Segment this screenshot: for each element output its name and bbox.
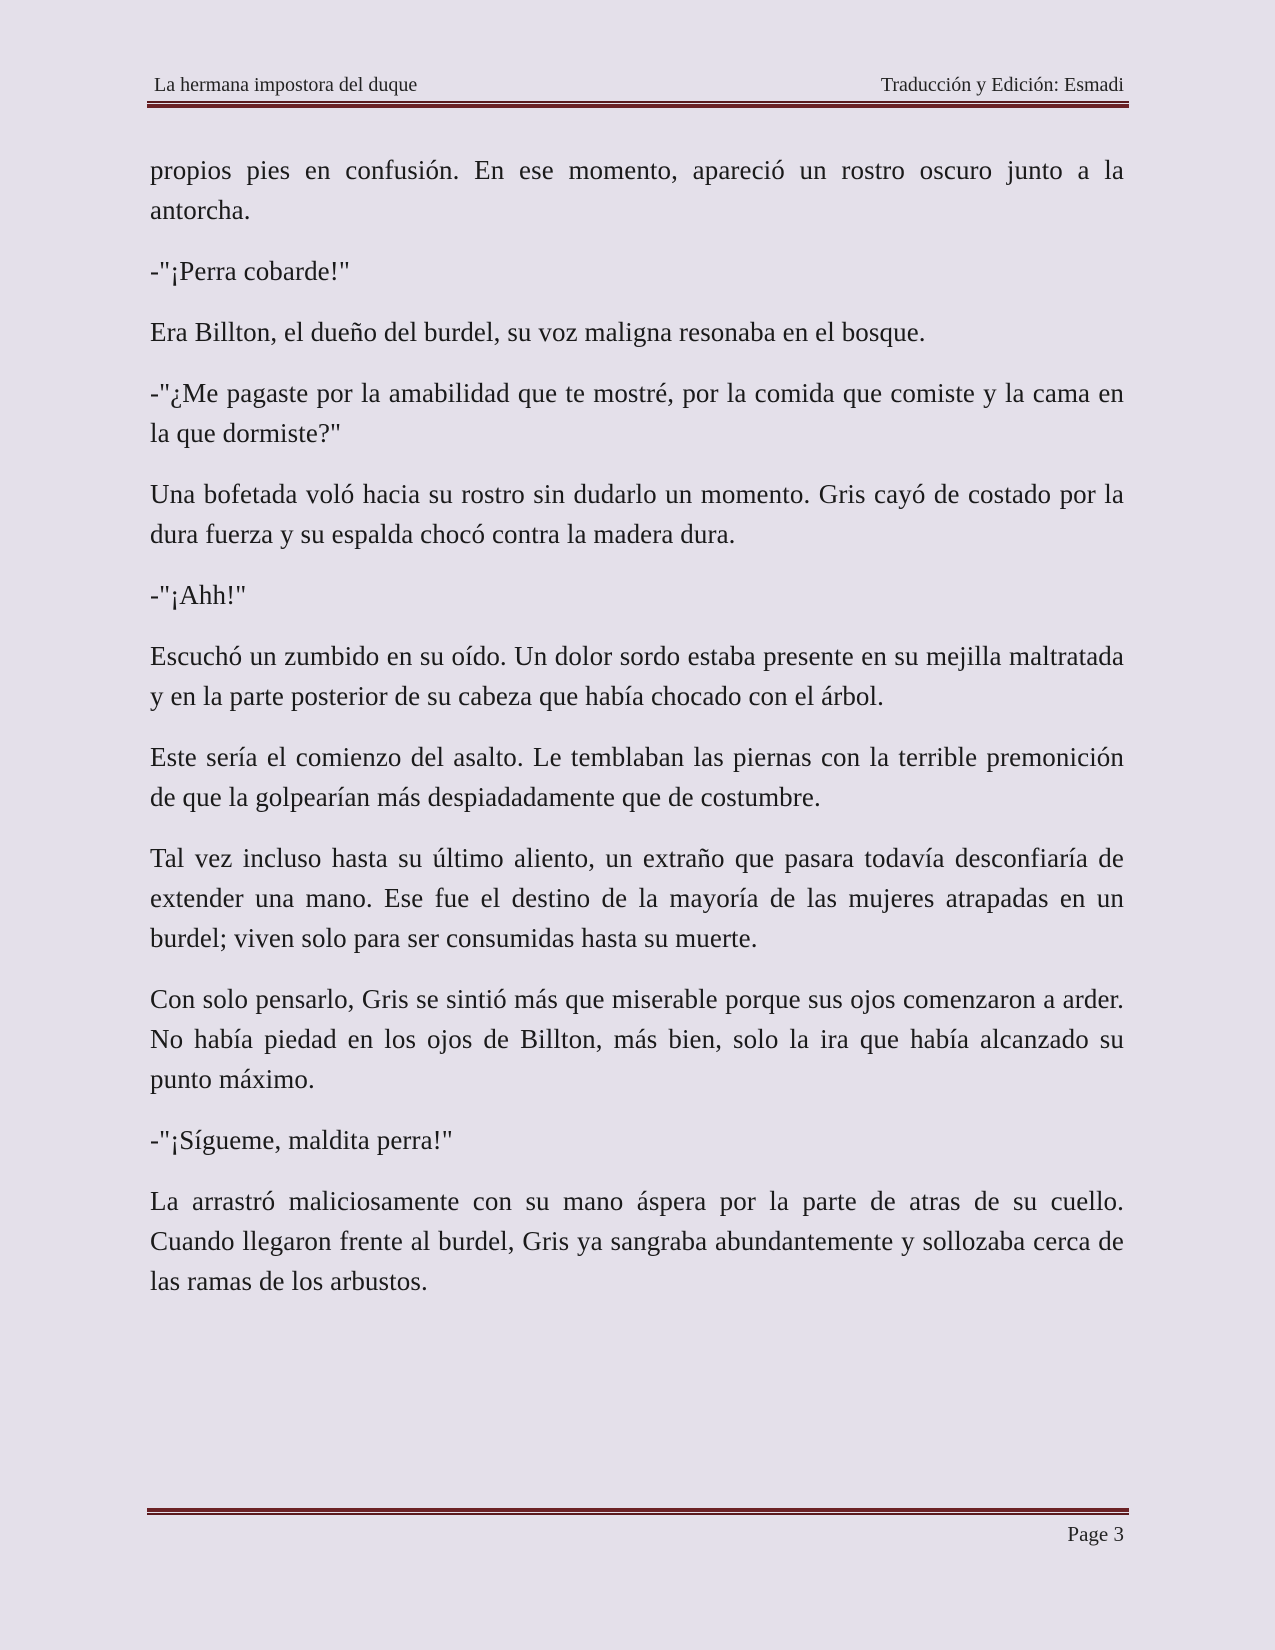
paragraph: Escuchó un zumbido en su oído. Un dolor sordo estaba presente en su mejilla maltratada y en la parte posterior de su cabeza que había chocado con el árbol.: [150, 641, 1124, 711]
paragraph: -"¡Sígueme, maldita perra!": [150, 1125, 453, 1155]
paragraph: La arrastró maliciosamente con su mano áspera por la parte de atras de su cuello. Cuando llegaron frente al burdel, Gris ya sangraba abundantemente y sollozaba cerca de las ramas de los arbustos.: [150, 1186, 1124, 1296]
body-text: [150, 150, 1124, 1322]
page-header: [154, 74, 1124, 100]
paragraph: Era Billton, el dueño del burdel, su voz maligna resonaba en el bosque.: [150, 317, 926, 347]
paragraph: -"¡Ahh!": [150, 580, 247, 610]
paragraph: Tal vez incluso hasta su último aliento, un extraño que pasara todavía desconfiaría de extender una mano. Ese fue el destino de la mayoría de las mujeres atrapadas en un burdel; viven solo para ser consumidas hasta su muerte.: [150, 843, 1124, 953]
paragraph: -"¿Me pagaste por la amabilidad que te mostré, por la comida que comiste y la cama en la que dormiste?": [150, 378, 1124, 448]
translation-credit: Traducción y Edición: Esmadi: [880, 74, 1124, 96]
paragraph: propios pies en confusión. En ese momento, apareció un rostro oscuro junto a la antorcha.: [150, 155, 1124, 225]
paragraph: Con solo pensarlo, Gris se sintió más que miserable porque sus ojos comenzaron a arder. No había piedad en los ojos de Billton, más bien, solo la ira que había alcanzado su punto máximo.: [150, 984, 1124, 1094]
book-title: La hermana impostora del duque: [154, 74, 418, 96]
paragraph: Una bofetada voló hacia su rostro sin dudarlo un momento. Gris cayó de costado por la dura fuerza y su espalda chocó contra la madera dura.: [150, 479, 1124, 549]
footer-divider: [147, 1508, 1129, 1514]
paragraph: Este sería el comienzo del asalto. Le temblaban las piernas con la terrible premonición de que la golpearían más despiadadamente que de costumbre.: [150, 742, 1124, 812]
header-divider: [147, 101, 1129, 107]
paragraph: -"¡Perra cobarde!": [150, 256, 350, 286]
page-number: Page 3: [1067, 1522, 1124, 1546]
